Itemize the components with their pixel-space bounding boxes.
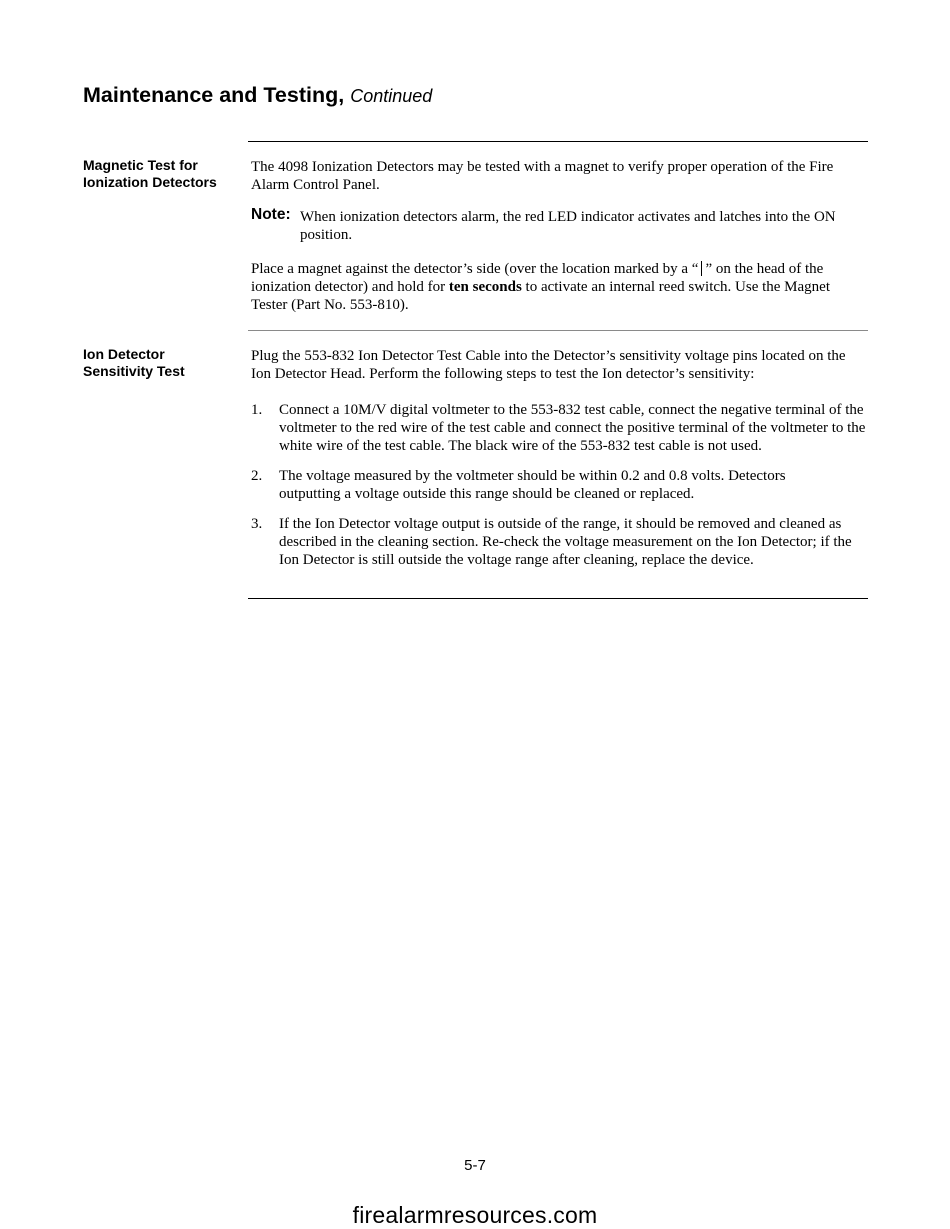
step-number: 1. [251,402,263,418]
step-number: 2. [251,468,263,484]
page-title-continued: Continued [350,86,433,106]
magnetic-test-note [251,208,869,244]
step-number: 3. [251,516,263,532]
section-divider-middle [248,330,868,331]
magnetic-test-heading-line1: Magnetic Test for [83,157,198,173]
instructions-part3: to activate an internal reed switch. Use the Magnet Tester (Part No. 553-810). [251,279,830,313]
page-title [83,83,432,108]
note-label: Note: [251,206,291,223]
magnetic-test-intro-text: The 4098 Ionization Detectors may be tested with a magnet to verify proper operation of the Fire Alarm Control Panel. [251,159,834,193]
section-divider-top [248,141,868,142]
list-item [251,515,869,569]
step-text: The voltage measured by the voltmeter should be within 0.2 and 0.8 volts. Detectors outputting a voltage outside this range should be cleaned or replaced. [279,468,786,502]
instructions-part1: Place a magnet against the detector’s side (over the location marked by a “ [251,261,699,277]
sensitivity-test-heading [83,346,243,379]
magnetic-test-heading-line2: Ionization Detectors [83,173,217,190]
footer-watermark-url: firealarmresources.com [352,1202,598,1228]
section-divider-bottom [248,598,868,599]
magnetic-test-intro [251,158,836,194]
sensitivity-test-steps [251,401,869,569]
sensitivity-test-intro-text: Plug the 553-832 Ion Detector Test Cable into the Detector’s sensitivity voltage pins located on the Ion Detector Head. Perform the following steps to test the Ion detector’s sensitivity: [251,348,846,382]
step-text: If the Ion Detector voltage output is outside of the range, it should be removed and cleaned as described in the cleaning section. Re-check the voltage measurement on the Ion Detector; if the Ion Detector is still outside the voltage range after cleaning, replace the device. [279,516,852,568]
sensitivity-test-intro [251,347,856,383]
note-text: When ionization detectors alarm, the red LED indicator activates and latches into the ON position. [300,209,836,243]
instructions-part2: ” on the head of the ionization detector) and hold for [251,261,824,295]
list-item [251,467,869,503]
magnetic-test-instructions [251,260,869,314]
page-number: 5-7 [464,1157,486,1174]
vertical-bar-marker-icon [701,261,702,276]
instructions-bold: ten seconds [448,279,522,295]
magnetic-test-instructions-text [251,260,869,314]
page-title-text: Maintenance and Testing, [83,83,345,107]
magnetic-test-heading [83,157,243,190]
step-text: Connect a 10M/V digital voltmeter to the 553-832 test cable, connect the negative terminal of the voltmeter to the red wire of the test cable and connect the positive terminal of the voltmeter to the white wire of the test cable. The black wire of the 553-832 test cable is not used. [279,402,866,454]
sensitivity-test-heading-line2: Sensitivity Test [83,362,185,379]
list-item [251,401,869,455]
sensitivity-test-heading-line1: Ion Detector [83,346,165,362]
